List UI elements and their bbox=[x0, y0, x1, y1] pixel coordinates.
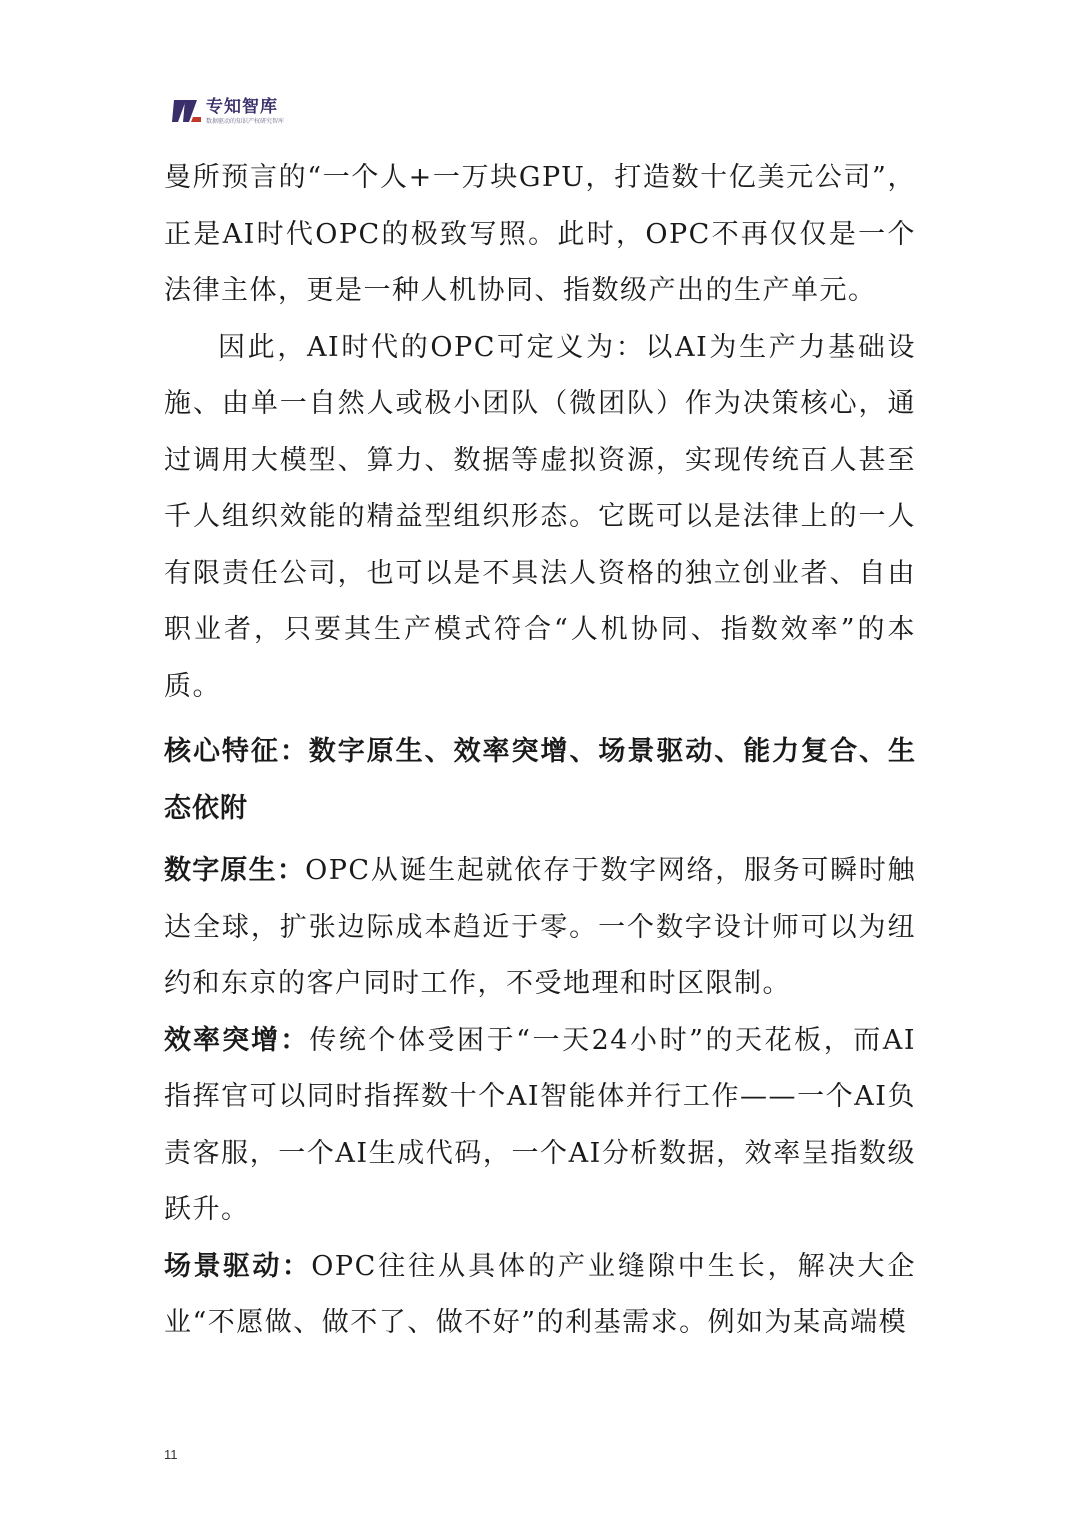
page-number: 11 bbox=[164, 1447, 178, 1462]
section-title: 核心特征：数字原生、效率突增、场景驱动、能力复合、生态依附 bbox=[164, 736, 916, 824]
paragraph-1: 曼所预言的“一个人+一万块GPU，打造数十亿美元公司”，正是AI时代OPC的极致写照。此时，OPC不再仅仅是一个法律主体，更是一种人机协同、指数级产出的生产单元。 bbox=[164, 162, 916, 306]
logo-name: 专知智库 bbox=[206, 96, 278, 117]
zhuanzhi-logo-icon bbox=[172, 96, 202, 126]
logo bbox=[172, 96, 284, 126]
feature-label: 效率突增： bbox=[164, 1024, 310, 1056]
feature-label: 场景驱动： bbox=[164, 1250, 312, 1282]
feature-text: OPC从诞生起就依存于数字网络，服务可瞬时触达全球，扩张边际成本趋近于零。一个数字设计师可以为纽约和东京的客户同时工作，不受地理和时区限制。 bbox=[164, 855, 917, 999]
logo-text bbox=[206, 97, 284, 126]
feature-text: 传统个体受困于“一天24小时”的天花板，而AI指挥官可以同时指挥数十个AI智能体并行工作——一个AI负责客服，一个AI生成代码，一个AI分析数据，效率呈指数级跃升。 bbox=[164, 1024, 916, 1225]
feature-digital-native bbox=[164, 843, 916, 1013]
feature-efficiency-surge bbox=[164, 1013, 916, 1239]
logo-slogan: 数据驱动的知识产权研究智库 bbox=[206, 117, 285, 125]
document-body bbox=[164, 150, 916, 1352]
feature-label: 数字原生： bbox=[164, 855, 306, 886]
paragraph-2: 因此，AI时代的OPC可定义为：以AI为生产力基础设施、由单一自然人或极小团队（微团队）作为决策核心，通过调用大模型、算力、数据等虚拟资源，实现传统百人甚至千人组织效能的精益型组织形态。它既可以是法律上的一人有限责任公司，也可以是不具法人资格的独立创业者、自由职业者，只要其生产模式符合“人机协同、指数效率”的本质。 bbox=[164, 331, 916, 702]
feature-text: OPC往往从具体的产业缝隙中生长，解决大企业“不愿做、做不了、做不好”的利基需求。例如为某高端模 bbox=[164, 1250, 916, 1338]
feature-scenario-driven bbox=[164, 1239, 916, 1352]
